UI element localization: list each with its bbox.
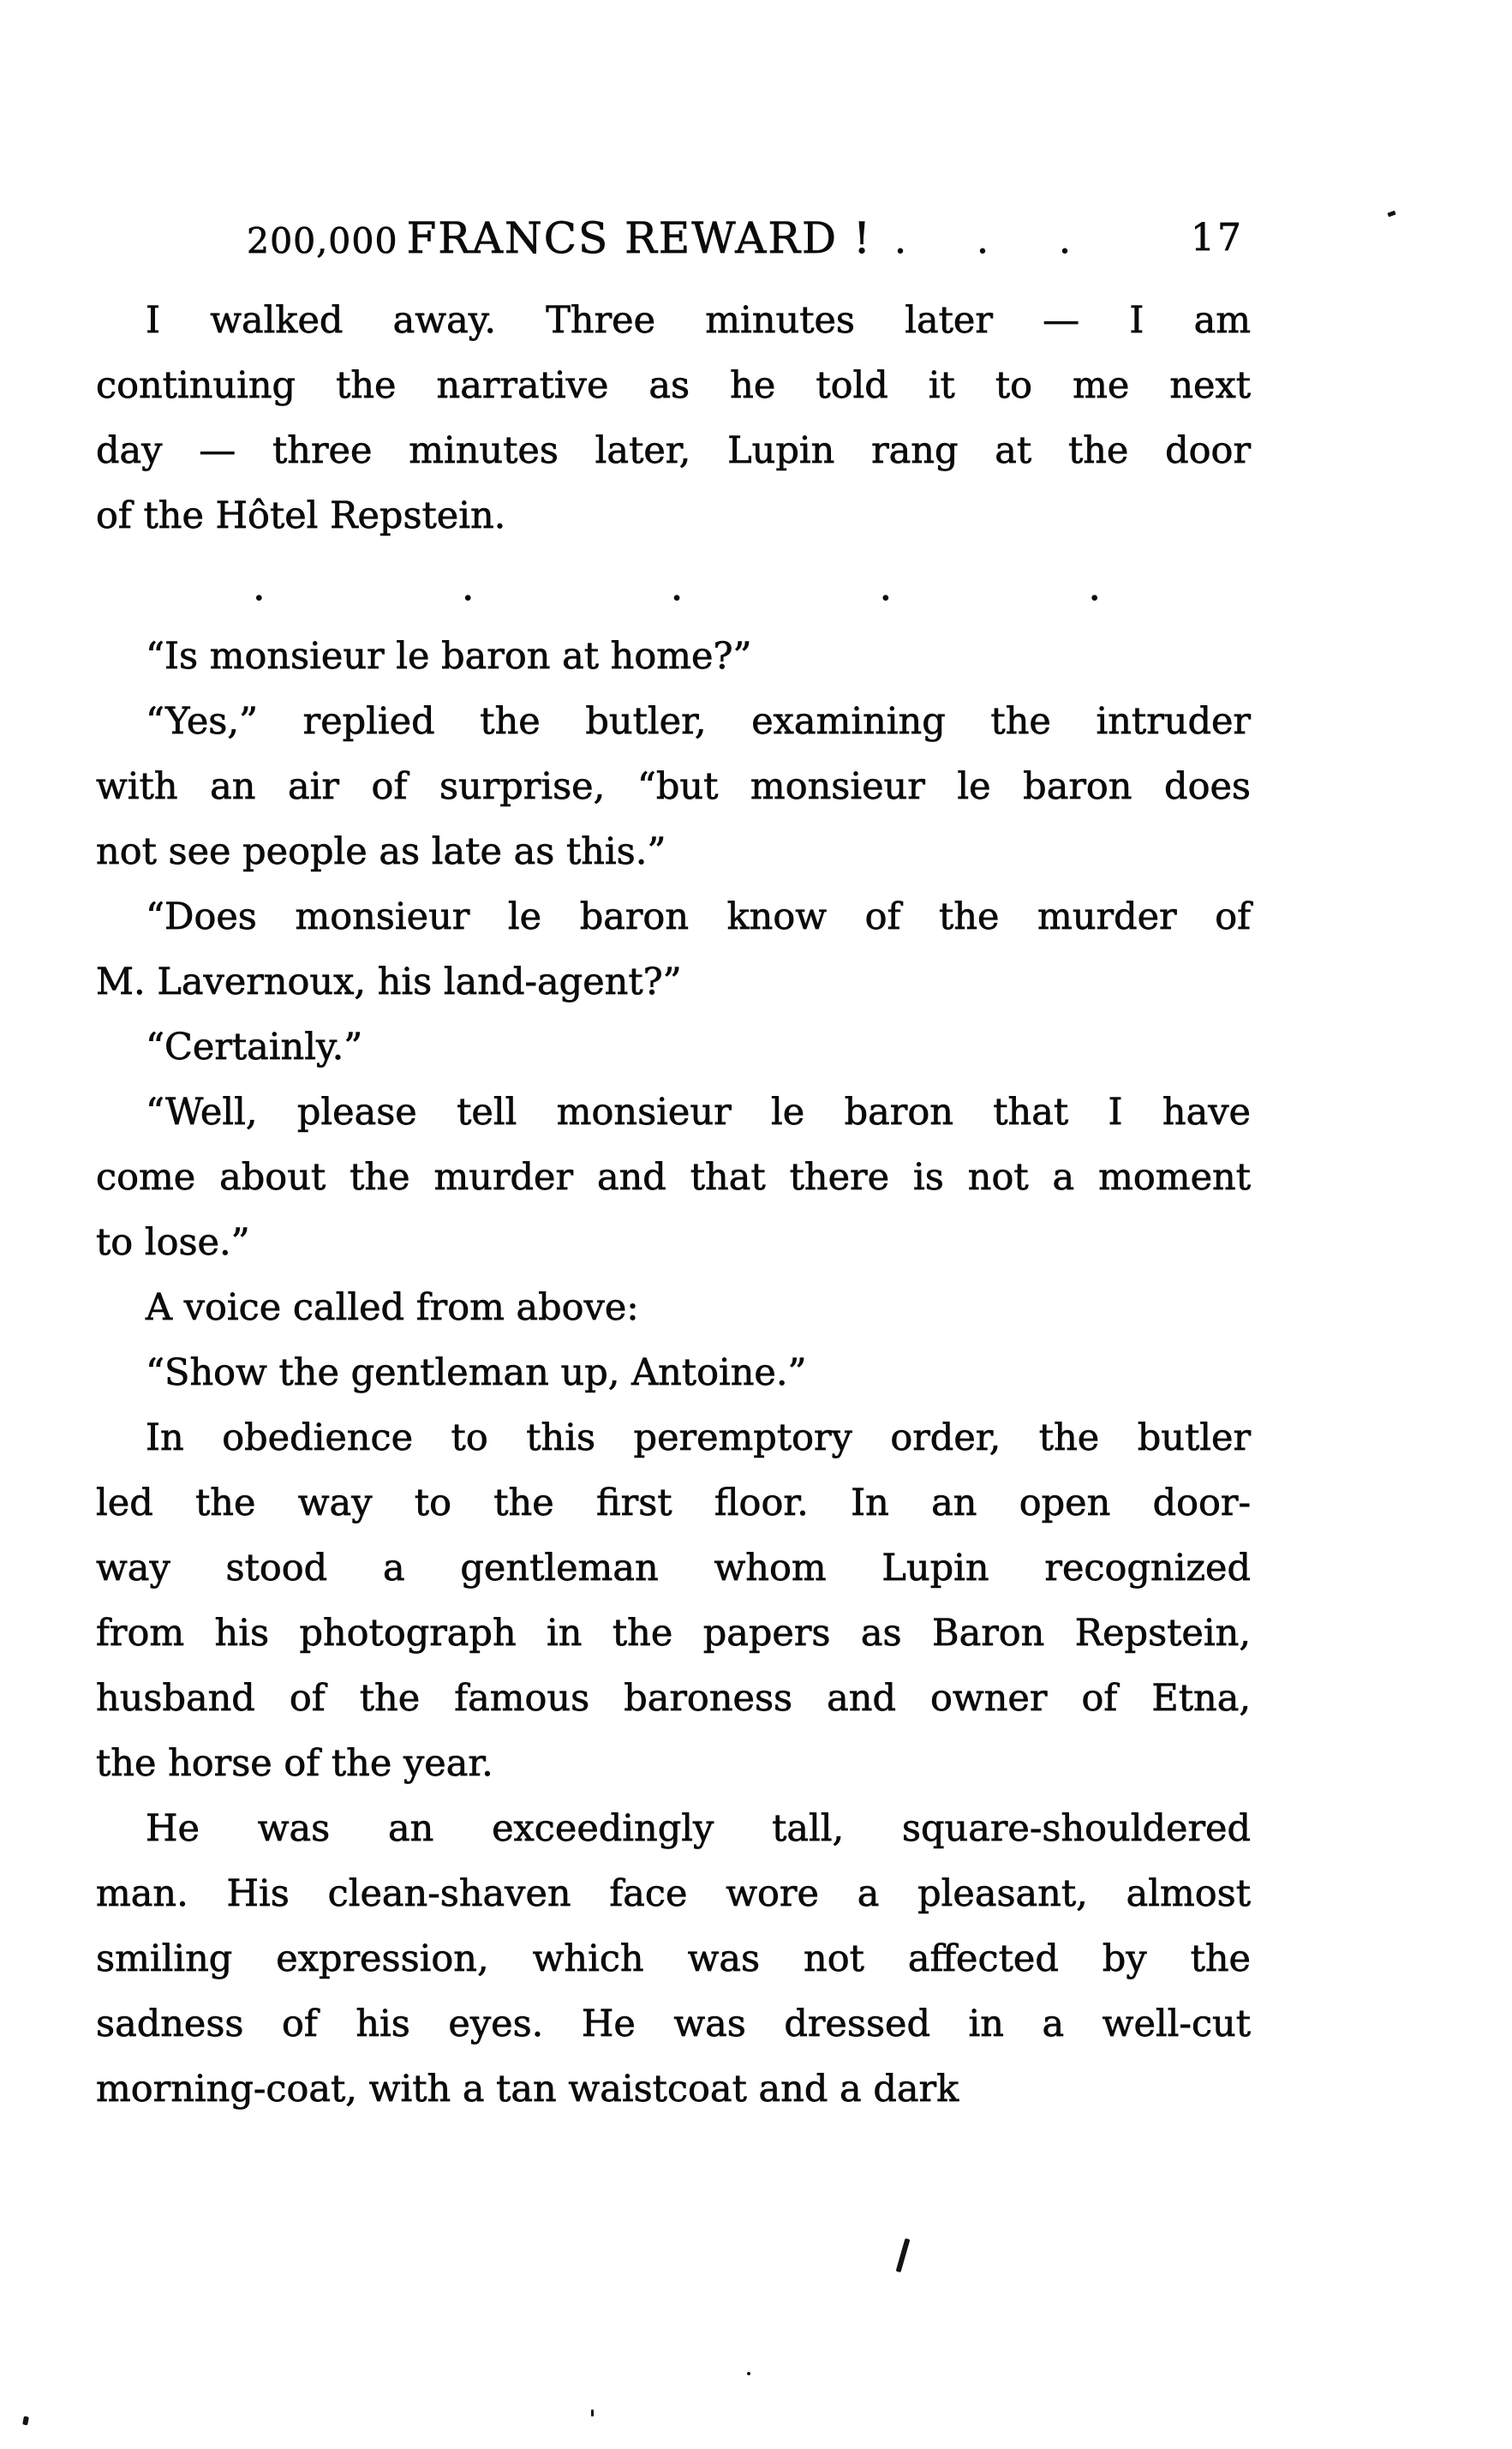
text-line: “Well, please tell monsieur le baron that I have: [146, 1091, 1251, 1134]
scan-artifact-speck: [22, 2416, 29, 2426]
section-break-dot: .: [1088, 563, 1101, 609]
text-line: of the Hôtel Repstein.: [96, 494, 506, 537]
section-break-dot: .: [461, 563, 475, 609]
text-line: In obedience to this peremptory order, the butler: [146, 1416, 1251, 1459]
text-line: come about the murder and that there is not a moment: [96, 1156, 1251, 1199]
text-line: day — three minutes later, Lupin rang at the door: [96, 429, 1251, 472]
text-line: “Yes,” replied the butler, examining the intruder: [146, 700, 1251, 743]
scan-artifact-speck: [747, 2372, 750, 2375]
text-line: smiling expression, which was not affected by the: [96, 1937, 1251, 1980]
paragraph: [96, 1340, 1251, 1405]
text-line: He was an exceedingly tall, square-shouldered: [146, 1807, 1251, 1850]
text-line: way stood a gentleman whom Lupin recognized: [96, 1547, 1251, 1590]
text-line: M. Lavernoux, his land-agent?”: [96, 961, 682, 1003]
paragraph: [96, 1405, 1251, 1796]
text-line: led the way to the first floor. In an open door-: [96, 1482, 1251, 1524]
page-body: [96, 288, 1251, 2122]
text-line: “Certainly.”: [146, 1026, 363, 1069]
section-break-dot: .: [670, 563, 684, 609]
page-header: [96, 208, 1251, 268]
text-line: the horse of the year.: [96, 1742, 493, 1785]
text-line: to lose.”: [96, 1221, 250, 1264]
text-line: A voice called from above:: [146, 1286, 639, 1329]
text-line: from his photograph in the papers as Baron Repstein,: [96, 1612, 1251, 1655]
paragraph: [96, 288, 1251, 548]
text-line: morning-coat, with a tan waistcoat and a dark: [96, 2068, 959, 2111]
paragraph: [96, 1796, 1251, 2122]
section-break-dot: .: [253, 563, 266, 609]
paragraph: [96, 1015, 1251, 1080]
text-line: “Show the gentleman up, Antoine.”: [146, 1351, 807, 1394]
text-line: “Does monsieur le baron know of the murder of: [146, 895, 1251, 938]
paragraph: [96, 1275, 1251, 1340]
paragraph: [96, 1080, 1251, 1275]
scan-artifact-tick: [1387, 211, 1395, 218]
running-title: [96, 208, 1251, 271]
text-line: not see people as late as this.”: [96, 830, 666, 873]
page-number: 17: [1191, 216, 1244, 260]
section-break-dots: [253, 554, 1101, 619]
running-title-dots: . . .: [894, 219, 1100, 262]
running-title-number: 200,000: [247, 220, 398, 261]
text-line: husband of the famous baroness and owner of Etna,: [96, 1677, 1251, 1720]
scan-artifact-slash: [896, 2238, 911, 2272]
text-line: sadness of his eyes. He was dressed in a well-cut: [96, 2003, 1251, 2045]
text-line: with an air of surprise, “but monsieur le baron does: [96, 765, 1251, 808]
paragraph: [96, 689, 1251, 884]
text-line: man. His clean-shaven face wore a pleasant, almost: [96, 1872, 1251, 1915]
scan-artifact-speck: [591, 2410, 594, 2416]
paragraph: [96, 624, 1251, 689]
running-title-text: FRANCS REWARD !: [406, 213, 873, 263]
paragraph: [96, 884, 1251, 1015]
text-line: “Is monsieur le baron at home?”: [146, 635, 752, 678]
section-break-dot: .: [879, 563, 893, 609]
text-line: I walked away. Three minutes later — I am: [146, 299, 1251, 342]
text-line: continuing the narrative as he told it to me next: [96, 364, 1251, 407]
